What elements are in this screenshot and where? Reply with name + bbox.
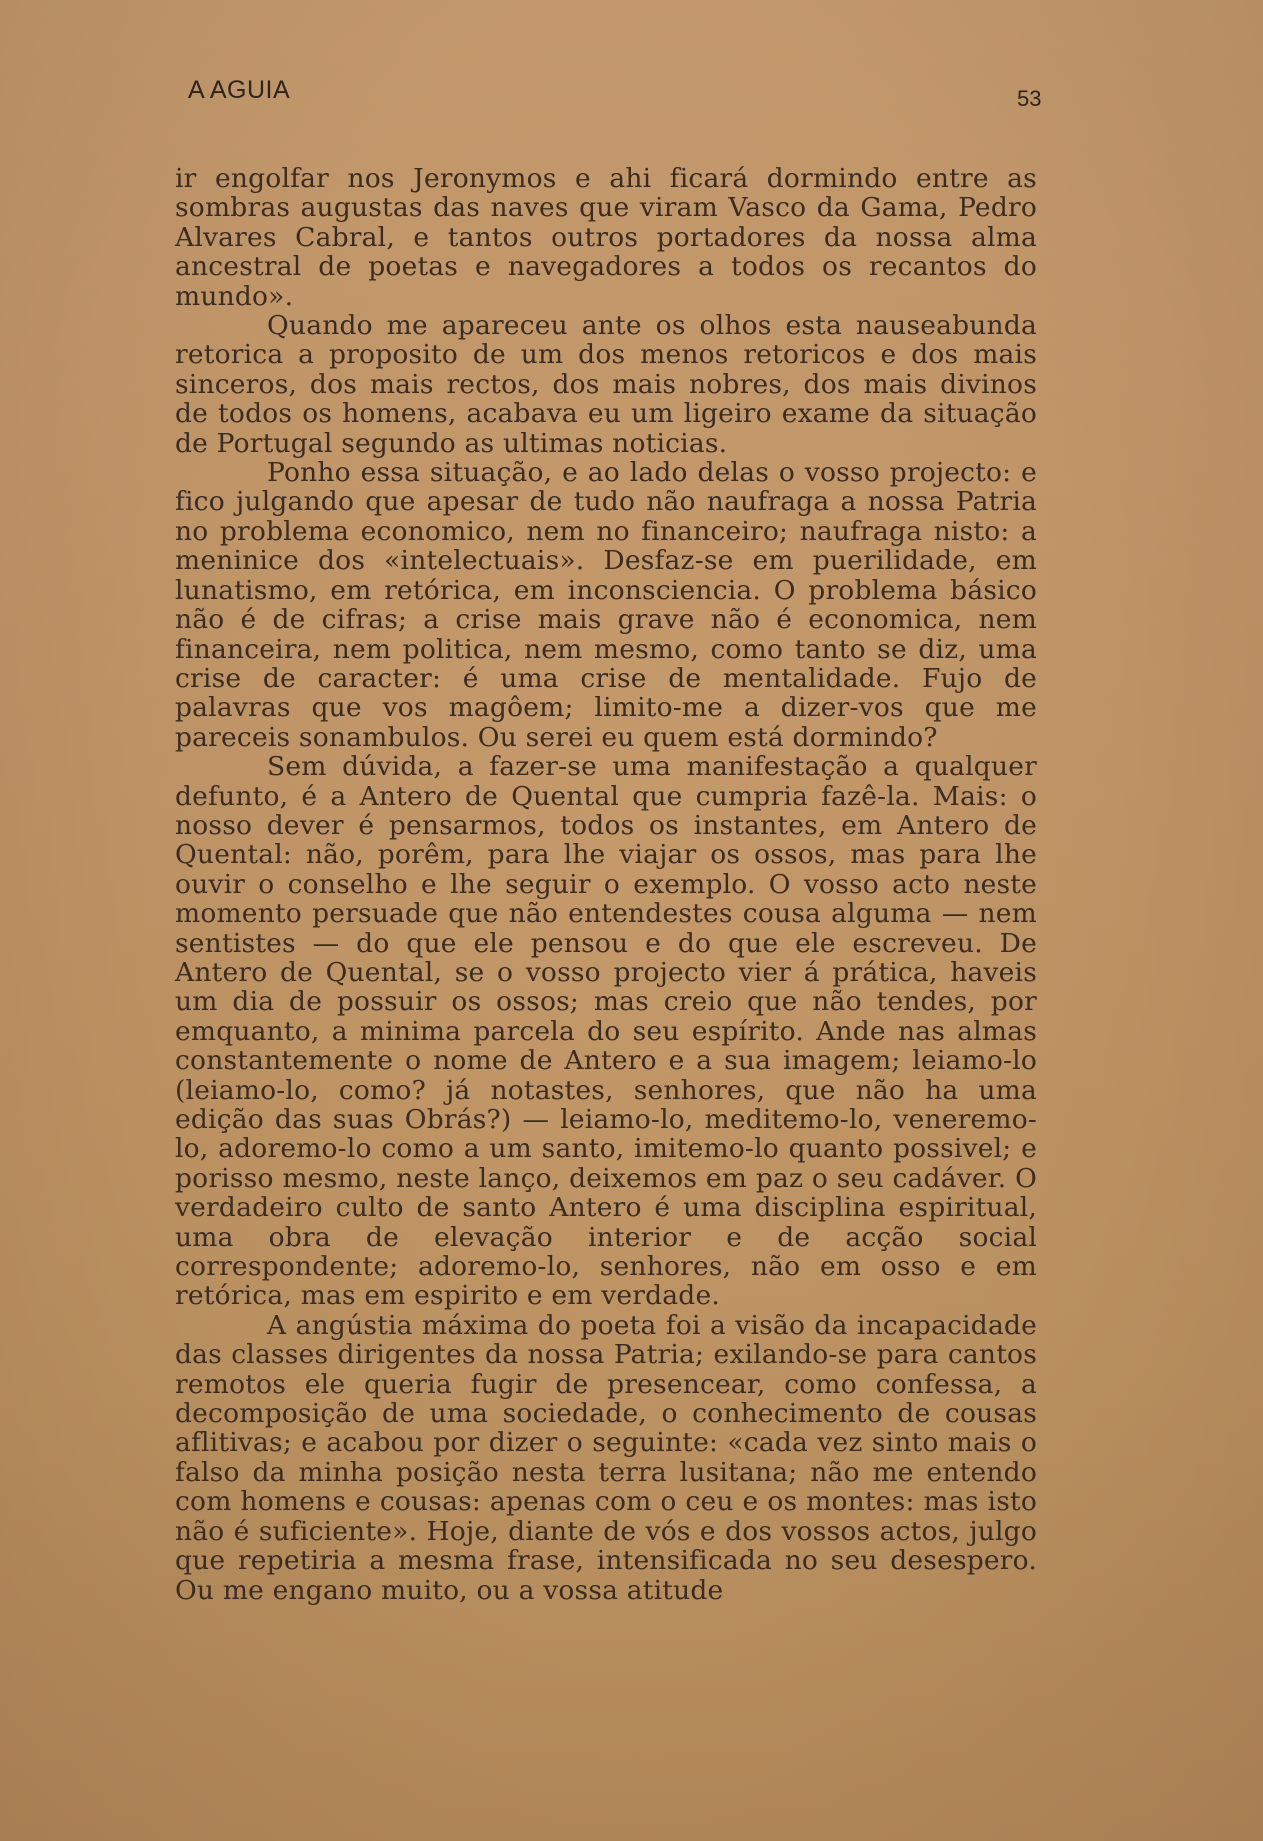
page-number: 53: [1017, 86, 1042, 111]
paragraph-4: Sem dúvida, a fazer-se uma manifestação a qualquer defunto, é a Antero de Quental que cumpria fazê-la. Mais: o nosso dever é pensarmos, todos os instantes, em Antero de Quental: não, porêm, para lhe viajar os ossos, mas para lhe ouvir o conselho e lhe seguir o exemplo. O vosso acto neste momento persuade que não entendestes cousa alguma — nem sentistes — do que ele pensou e do que ele escreveu. De Antero de Quental, se o vosso projecto vier á prática, haveis um dia de possuir os ossos; mas creio que não tendes, por emquanto, a minima parcela do seu espírito. Ande nas almas constantemente o nome de Antero e a sua imagem; leiamo-lo (leiamo-lo, como? já notastes, senhores, que não ha uma edição das suas Obrás?) — leiamo-lo, meditemo-lo, veneremo-lo, adoremo-lo como a um santo, imitemo-lo quanto possivel; e porisso mesmo, neste lanço, deixemos em paz o seu cadáver. O verdadeiro culto de santo Antero é uma disciplina espiritual, uma obra de elevação interior e de acção social correspondente; adoremo-lo, senhores, não em osso e em retórica, mas em espirito e em verdade.: [175, 751, 1037, 1312]
body-text: [175, 164, 1037, 1605]
paragraph-2: Quando me apareceu ante os olhos esta nauseabunda retorica a proposito de um dos menos retoricos e dos mais sinceros, dos mais rectos, dos mais nobres, dos mais divinos de todos os homens, acabava eu um ligeiro exame da situação de Portugal segundo as ultimas noticias.: [175, 310, 1037, 459]
paragraph-1: ir engolfar nos Jeronymos e ahi ficará dormindo entre as sombras augustas das naves que viram Vasco da Gama, Pedro Alvares Cabral, e tantos outros portadores da nossa alma ancestral de poetas e navegadores a todos os recantos do mundo».: [175, 163, 1037, 312]
paragraph-3: Ponho essa situação, e ao lado delas o vosso projecto: e fico julgando que apesar de tudo não naufraga a nossa Patria no problema economico, nem no financeiro; naufraga nisto: a meninice dos «intelectuais». Desfaz-se em puerilidade, em lunatismo, em retórica, em inconsciencia. O problema básico não é de cifras; a crise mais grave não é economica, nem financeira, nem politica, nem mesmo, como tanto se diz, uma crise de caracter: é uma crise de mentalidade. Fujo de palavras que vos magôem; limito-me a dizer-vos que me pareceis sonambulos. Ou serei eu quem está dormindo?: [175, 457, 1037, 753]
page-header: [0, 76, 1263, 116]
running-head: A AGUIA: [188, 76, 291, 104]
paragraph-5: A angústia máxima do poeta foi a visão da incapacidade das classes dirigentes da nossa Patria; exilando-se para cantos remotos ele queria fugir de presencear, como confessa, a decomposição de uma sociedade, o conhecimento de cousas aflitivas; e acabou por dizer o seguinte: «cada vez sinto mais o falso da minha posição nesta terra lusitana; não me entendo com homens e cousas: apenas com o ceu e os montes: mas isto não é suficiente». Hoje, diante de vós e dos vossos actos, julgo que repetiria a mesma frase, intensificada no seu desespero. Ou me engano muito, ou a vossa atitude: [175, 1309, 1037, 1606]
